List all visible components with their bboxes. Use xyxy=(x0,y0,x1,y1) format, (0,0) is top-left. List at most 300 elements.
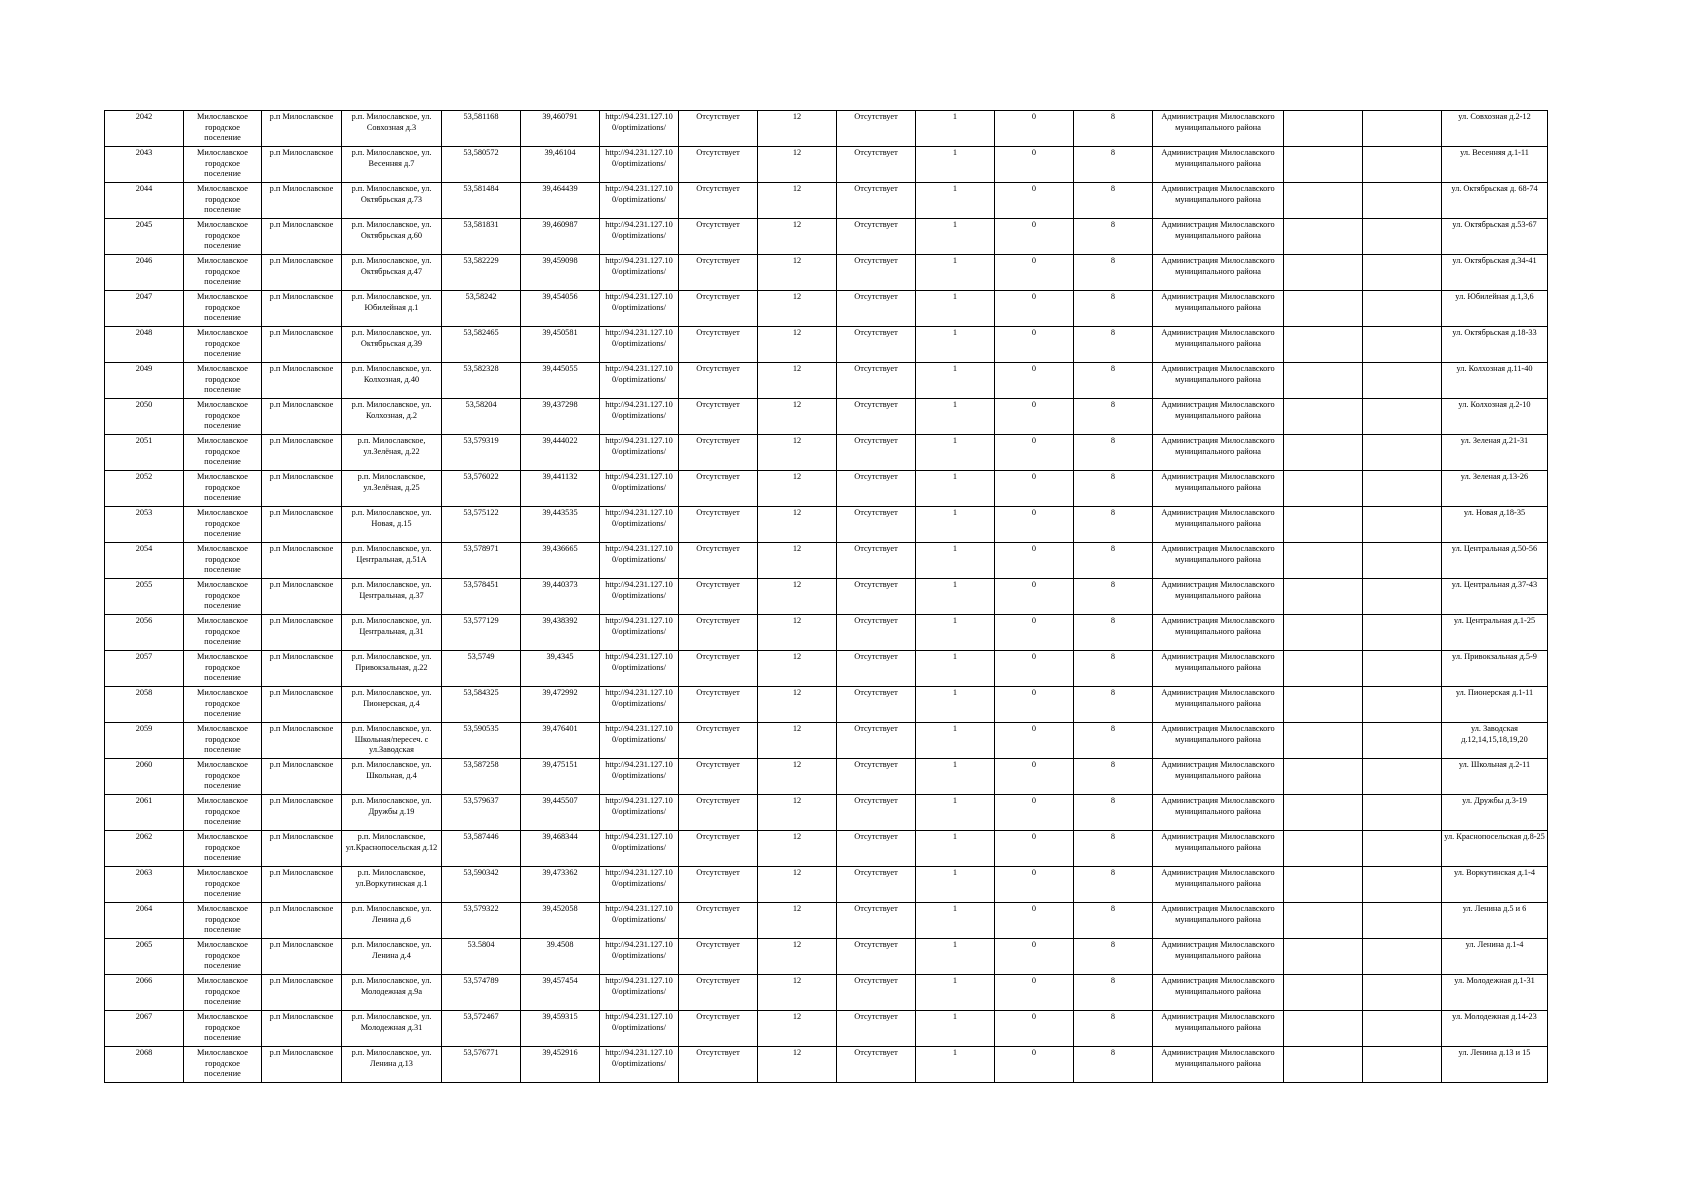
cell-12: 0 xyxy=(995,939,1074,975)
cell-12: 0 xyxy=(995,399,1074,435)
settlement-cell: Милославское городское поселение xyxy=(184,975,262,1011)
latitude-cell: 53,582229 xyxy=(442,255,521,291)
cell-12: 0 xyxy=(995,291,1074,327)
link-cell[interactable]: http://94.231.127.10 0/optimizations/ xyxy=(600,363,679,399)
settlement-cell: Милославское городское поселение xyxy=(184,1011,262,1047)
cell-13: 8 xyxy=(1074,327,1153,363)
organization-cell: Администрация Милославского муниципального района xyxy=(1153,291,1284,327)
locality-cell: р.п Милославское xyxy=(262,471,342,507)
settlement-cell: Милославское городское поселение xyxy=(184,543,262,579)
longitude-cell: 39,457454 xyxy=(521,975,600,1011)
address-cell: р.п. Милославское, ул.Краснопосельская д.12 xyxy=(342,831,442,867)
cell-15 xyxy=(1284,219,1363,255)
organization-cell: Администрация Милославского муниципального района xyxy=(1153,399,1284,435)
link-cell[interactable]: http://94.231.127.10 0/optimizations/ xyxy=(600,795,679,831)
cell-11: 1 xyxy=(916,903,995,939)
address-cell: р.п. Милославское, ул. Ленина д.6 xyxy=(342,903,442,939)
organization-cell: Администрация Милославского муниципального района xyxy=(1153,687,1284,723)
cell-13: 8 xyxy=(1074,435,1153,471)
cell-8: Отсутствует xyxy=(679,399,758,435)
cell-10: Отсутствует xyxy=(837,147,916,183)
cell-9: 12 xyxy=(758,1047,837,1083)
served-addresses-cell: ул. Совхозная д.2-12 xyxy=(1442,111,1548,147)
link-cell[interactable]: http://94.231.127.10 0/optimizations/ xyxy=(600,435,679,471)
row-number: 2052 xyxy=(105,471,184,507)
row-number: 2042 xyxy=(105,111,184,147)
cell-8: Отсутствует xyxy=(679,831,758,867)
cell-16 xyxy=(1363,975,1442,1011)
cell-9: 12 xyxy=(758,687,837,723)
settlement-cell: Милославское городское поселение xyxy=(184,507,262,543)
row-number: 2050 xyxy=(105,399,184,435)
latitude-cell: 53,587258 xyxy=(442,759,521,795)
organization-cell: Администрация Милославского муниципального района xyxy=(1153,831,1284,867)
cell-12: 0 xyxy=(995,1047,1074,1083)
latitude-cell: 53.5804 xyxy=(442,939,521,975)
link-cell[interactable]: http://94.231.127.10 0/optimizations/ xyxy=(600,867,679,903)
cell-10: Отсутствует xyxy=(837,363,916,399)
longitude-cell: 39,445507 xyxy=(521,795,600,831)
cell-10: Отсутствует xyxy=(837,1011,916,1047)
link-cell[interactable]: http://94.231.127.10 0/optimizations/ xyxy=(600,615,679,651)
organization-cell: Администрация Милославского муниципального района xyxy=(1153,147,1284,183)
settlement-cell: Милославское городское поселение xyxy=(184,579,262,615)
latitude-cell: 53,58242 xyxy=(442,291,521,327)
cell-16 xyxy=(1363,111,1442,147)
link-cell[interactable]: http://94.231.127.10 0/optimizations/ xyxy=(600,507,679,543)
settlement-cell: Милославское городское поселение xyxy=(184,795,262,831)
link-cell[interactable]: http://94.231.127.10 0/optimizations/ xyxy=(600,543,679,579)
cell-16 xyxy=(1363,183,1442,219)
organization-cell: Администрация Милославского муниципального района xyxy=(1153,111,1284,147)
cell-11: 1 xyxy=(916,543,995,579)
table-row xyxy=(105,651,1548,687)
locality-cell: р.п Милославское xyxy=(262,111,342,147)
cell-12: 0 xyxy=(995,183,1074,219)
address-cell: р.п. Милославское, ул. Школьная, д.4 xyxy=(342,759,442,795)
served-addresses-cell: ул. Пионерская д.1-11 xyxy=(1442,687,1548,723)
cell-13: 8 xyxy=(1074,183,1153,219)
address-cell: р.п. Милославское, ул. Центральная, д.31 xyxy=(342,615,442,651)
served-addresses-cell: ул. Зеленая д.21-31 xyxy=(1442,435,1548,471)
row-number: 2061 xyxy=(105,795,184,831)
locality-cell: р.п Милославское xyxy=(262,219,342,255)
served-addresses-cell: ул. Краснопосельская д.8-25 xyxy=(1442,831,1548,867)
cell-15 xyxy=(1284,111,1363,147)
cell-10: Отсутствует xyxy=(837,903,916,939)
longitude-cell: 39,440373 xyxy=(521,579,600,615)
longitude-cell: 39,460791 xyxy=(521,111,600,147)
cell-16 xyxy=(1363,399,1442,435)
cell-12: 0 xyxy=(995,975,1074,1011)
served-addresses-cell: ул. Октябрьская д.53-67 xyxy=(1442,219,1548,255)
cell-11: 1 xyxy=(916,255,995,291)
cell-10: Отсутствует xyxy=(837,507,916,543)
cell-9: 12 xyxy=(758,543,837,579)
cell-9: 12 xyxy=(758,579,837,615)
longitude-cell: 39,437298 xyxy=(521,399,600,435)
cell-10: Отсутствует xyxy=(837,111,916,147)
cell-12: 0 xyxy=(995,795,1074,831)
cell-13: 8 xyxy=(1074,111,1153,147)
address-cell: р.п. Милославское, ул. Весенняя д.7 xyxy=(342,147,442,183)
table-row xyxy=(105,759,1548,795)
cell-13: 8 xyxy=(1074,795,1153,831)
table-row xyxy=(105,903,1548,939)
cell-8: Отсутствует xyxy=(679,219,758,255)
served-addresses-cell: ул. Ленина д.13 и 15 xyxy=(1442,1047,1548,1083)
table-row xyxy=(105,507,1548,543)
table-row xyxy=(105,939,1548,975)
cell-16 xyxy=(1363,615,1442,651)
locality-cell: р.п Милославское xyxy=(262,147,342,183)
table-row xyxy=(105,867,1548,903)
cell-15 xyxy=(1284,1047,1363,1083)
link-cell[interactable]: http://94.231.127.10 0/optimizations/ xyxy=(600,327,679,363)
table-row xyxy=(105,1011,1548,1047)
cell-9: 12 xyxy=(758,219,837,255)
cell-15 xyxy=(1284,183,1363,219)
served-addresses-cell: ул. Молодежная д.14-23 xyxy=(1442,1011,1548,1047)
cell-11: 1 xyxy=(916,579,995,615)
latitude-cell: 53,578971 xyxy=(442,543,521,579)
link-cell[interactable]: http://94.231.127.10 0/optimizations/ xyxy=(600,939,679,975)
link-cell[interactable]: http://94.231.127.10 0/optimizations/ xyxy=(600,147,679,183)
organization-cell: Администрация Милославского муниципального района xyxy=(1153,975,1284,1011)
locality-cell: р.п Милославское xyxy=(262,183,342,219)
locality-cell: р.п Милославское xyxy=(262,975,342,1011)
cell-12: 0 xyxy=(995,147,1074,183)
address-cell: р.п. Милославское, ул. Новая, д.15 xyxy=(342,507,442,543)
link-cell[interactable]: http://94.231.127.10 0/optimizations/ xyxy=(600,759,679,795)
latitude-cell: 53,581831 xyxy=(442,219,521,255)
cell-11: 1 xyxy=(916,291,995,327)
cell-13: 8 xyxy=(1074,615,1153,651)
latitude-cell: 53,590342 xyxy=(442,867,521,903)
address-cell: р.п. Милославское, ул. Колхозная, д.40 xyxy=(342,363,442,399)
cell-16 xyxy=(1363,831,1442,867)
table-row xyxy=(105,795,1548,831)
link-cell[interactable]: http://94.231.127.10 0/optimizations/ xyxy=(600,831,679,867)
row-number: 2051 xyxy=(105,435,184,471)
cell-9: 12 xyxy=(758,1011,837,1047)
row-number: 2057 xyxy=(105,651,184,687)
locality-cell: р.п Милославское xyxy=(262,327,342,363)
address-cell: р.п. Милославское, ул. Октябрьская д.47 xyxy=(342,255,442,291)
cell-12: 0 xyxy=(995,507,1074,543)
locality-cell: р.п Милославское xyxy=(262,255,342,291)
cell-8: Отсутствует xyxy=(679,867,758,903)
cell-8: Отсутствует xyxy=(679,1011,758,1047)
organization-cell: Администрация Милославского муниципального района xyxy=(1153,903,1284,939)
locality-cell: р.п Милославское xyxy=(262,543,342,579)
cell-10: Отсутствует xyxy=(837,687,916,723)
settlement-cell: Милославское городское поселение xyxy=(184,615,262,651)
cell-16 xyxy=(1363,291,1442,327)
served-addresses-cell: ул. Ленина д.1-4 xyxy=(1442,939,1548,975)
table-row xyxy=(105,579,1548,615)
cell-13: 8 xyxy=(1074,759,1153,795)
cell-8: Отсутствует xyxy=(679,543,758,579)
link-cell[interactable]: http://94.231.127.10 0/optimizations/ xyxy=(600,1011,679,1047)
cell-12: 0 xyxy=(995,723,1074,759)
cell-10: Отсутствует xyxy=(837,615,916,651)
organization-cell: Администрация Милославского муниципального района xyxy=(1153,543,1284,579)
cell-16 xyxy=(1363,219,1442,255)
cell-11: 1 xyxy=(916,471,995,507)
row-number: 2059 xyxy=(105,723,184,759)
served-addresses-cell: ул. Школьная д.2-11 xyxy=(1442,759,1548,795)
cell-8: Отсутствует xyxy=(679,363,758,399)
address-cell: р.п. Милославское, ул. Ленина д.4 xyxy=(342,939,442,975)
address-cell: р.п. Милославское, ул.Зелёная, д.25 xyxy=(342,471,442,507)
cell-13: 8 xyxy=(1074,1047,1153,1083)
locality-cell: р.п Милославское xyxy=(262,687,342,723)
cell-15 xyxy=(1284,543,1363,579)
cell-8: Отсутствует xyxy=(679,939,758,975)
address-cell: р.п. Милославское, ул.Воркутинская д.1 xyxy=(342,867,442,903)
cell-8: Отсутствует xyxy=(679,615,758,651)
cell-10: Отсутствует xyxy=(837,1047,916,1083)
cell-9: 12 xyxy=(758,147,837,183)
locality-cell: р.п Милославское xyxy=(262,507,342,543)
link-cell[interactable]: http://94.231.127.10 0/optimizations/ xyxy=(600,1047,679,1083)
served-addresses-cell: ул. Дружбы д.3-19 xyxy=(1442,795,1548,831)
cell-8: Отсутствует xyxy=(679,579,758,615)
settlement-cell: Милославское городское поселение xyxy=(184,759,262,795)
locality-cell: р.п Милославское xyxy=(262,1047,342,1083)
cell-10: Отсутствует xyxy=(837,867,916,903)
link-cell[interactable]: http://94.231.127.10 0/optimizations/ xyxy=(600,255,679,291)
link-cell[interactable]: http://94.231.127.10 0/optimizations/ xyxy=(600,975,679,1011)
organization-cell: Администрация Милославского муниципального района xyxy=(1153,219,1284,255)
cell-15 xyxy=(1284,615,1363,651)
cell-10: Отсутствует xyxy=(837,219,916,255)
longitude-cell: 39,444022 xyxy=(521,435,600,471)
table-row xyxy=(105,111,1548,147)
row-number: 2043 xyxy=(105,147,184,183)
served-addresses-cell: ул. Центральная д.50-56 xyxy=(1442,543,1548,579)
served-addresses-cell: ул. Центральная д.37-43 xyxy=(1442,579,1548,615)
settlement-cell: Милославское городское поселение xyxy=(184,687,262,723)
cell-11: 1 xyxy=(916,363,995,399)
link-cell[interactable]: http://94.231.127.10 0/optimizations/ xyxy=(600,723,679,759)
cell-9: 12 xyxy=(758,435,837,471)
cell-13: 8 xyxy=(1074,471,1153,507)
cell-10: Отсутствует xyxy=(837,651,916,687)
cell-8: Отсутствует xyxy=(679,903,758,939)
cell-16 xyxy=(1363,471,1442,507)
table-row xyxy=(105,363,1548,399)
cell-9: 12 xyxy=(758,795,837,831)
cell-10: Отсутствует xyxy=(837,831,916,867)
served-addresses-cell: ул. Воркутинская д.1-4 xyxy=(1442,867,1548,903)
cell-10: Отсутствует xyxy=(837,291,916,327)
cell-15 xyxy=(1284,939,1363,975)
cell-12: 0 xyxy=(995,363,1074,399)
settlement-cell: Милославское городское поселение xyxy=(184,1047,262,1083)
row-number: 2048 xyxy=(105,327,184,363)
cell-9: 12 xyxy=(758,327,837,363)
settlement-cell: Милославское городское поселение xyxy=(184,363,262,399)
organization-cell: Администрация Милославского муниципального района xyxy=(1153,1011,1284,1047)
settlement-cell: Милославское городское поселение xyxy=(184,831,262,867)
cell-8: Отсутствует xyxy=(679,291,758,327)
cell-15 xyxy=(1284,795,1363,831)
cell-13: 8 xyxy=(1074,939,1153,975)
link-cell[interactable]: http://94.231.127.10 0/optimizations/ xyxy=(600,183,679,219)
organization-cell: Администрация Милославского муниципального района xyxy=(1153,795,1284,831)
row-number: 2066 xyxy=(105,975,184,1011)
cell-10: Отсутствует xyxy=(837,939,916,975)
row-number: 2055 xyxy=(105,579,184,615)
link-cell[interactable]: http://94.231.127.10 0/optimizations/ xyxy=(600,291,679,327)
latitude-cell: 53,582465 xyxy=(442,327,521,363)
table-row xyxy=(105,687,1548,723)
address-cell: р.п. Милославское, ул. Колхозная, д.2 xyxy=(342,399,442,435)
organization-cell: Администрация Милославского муниципального района xyxy=(1153,579,1284,615)
address-cell: р.п. Милославское, ул. Школьная/пересеч. с ул.Заводская xyxy=(342,723,442,759)
cell-9: 12 xyxy=(758,615,837,651)
link-cell[interactable]: http://94.231.127.10 0/optimizations/ xyxy=(600,471,679,507)
row-number: 2047 xyxy=(105,291,184,327)
cell-11: 1 xyxy=(916,1047,995,1083)
cell-10: Отсутствует xyxy=(837,399,916,435)
cell-13: 8 xyxy=(1074,687,1153,723)
row-number: 2064 xyxy=(105,903,184,939)
locality-cell: р.п Милославское xyxy=(262,363,342,399)
link-cell[interactable]: http://94.231.127.10 0/optimizations/ xyxy=(600,579,679,615)
longitude-cell: 39,472992 xyxy=(521,687,600,723)
address-cell: р.п. Милославское, ул. Центральная, д.51А xyxy=(342,543,442,579)
cell-13: 8 xyxy=(1074,255,1153,291)
cell-8: Отсутствует xyxy=(679,1047,758,1083)
cell-16 xyxy=(1363,687,1442,723)
served-addresses-cell: ул. Октябрьская д. 68-74 xyxy=(1442,183,1548,219)
row-number: 2049 xyxy=(105,363,184,399)
locality-cell: р.п Милославское xyxy=(262,831,342,867)
table-row xyxy=(105,471,1548,507)
row-number: 2044 xyxy=(105,183,184,219)
cell-15 xyxy=(1284,759,1363,795)
latitude-cell: 53,582328 xyxy=(442,363,521,399)
cell-8: Отсутствует xyxy=(679,111,758,147)
settlement-cell: Милославское городское поселение xyxy=(184,219,262,255)
cell-16 xyxy=(1363,507,1442,543)
row-number: 2045 xyxy=(105,219,184,255)
cell-15 xyxy=(1284,867,1363,903)
settlement-cell: Милославское городское поселение xyxy=(184,399,262,435)
cell-12: 0 xyxy=(995,1011,1074,1047)
cell-9: 12 xyxy=(758,183,837,219)
organization-cell: Администрация Милославского муниципального района xyxy=(1153,507,1284,543)
longitude-cell: 39,436665 xyxy=(521,543,600,579)
cell-12: 0 xyxy=(995,831,1074,867)
latitude-cell: 53,5749 xyxy=(442,651,521,687)
cell-8: Отсутствует xyxy=(679,975,758,1011)
table-row xyxy=(105,255,1548,291)
link-cell[interactable]: http://94.231.127.10 0/optimizations/ xyxy=(600,111,679,147)
link-cell[interactable]: http://94.231.127.10 0/optimizations/ xyxy=(600,903,679,939)
settlement-cell: Милославское городское поселение xyxy=(184,327,262,363)
cell-8: Отсутствует xyxy=(679,795,758,831)
link-cell[interactable]: http://94.231.127.10 0/optimizations/ xyxy=(600,651,679,687)
organization-cell: Администрация Милославского муниципального района xyxy=(1153,723,1284,759)
cell-16 xyxy=(1363,759,1442,795)
settlement-cell: Милославское городское поселение xyxy=(184,291,262,327)
settlement-cell: Милославское городское поселение xyxy=(184,867,262,903)
cell-10: Отсутствует xyxy=(837,759,916,795)
table-row xyxy=(105,1047,1548,1083)
table-row xyxy=(105,147,1548,183)
locality-cell: р.п Милославское xyxy=(262,579,342,615)
link-cell[interactable]: http://94.231.127.10 0/optimizations/ xyxy=(600,399,679,435)
longitude-cell: 39,4345 xyxy=(521,651,600,687)
locality-cell: р.п Милославское xyxy=(262,291,342,327)
locality-cell: р.п Милославское xyxy=(262,795,342,831)
latitude-cell: 53,577129 xyxy=(442,615,521,651)
cell-16 xyxy=(1363,1047,1442,1083)
longitude-cell: 39,464439 xyxy=(521,183,600,219)
cell-16 xyxy=(1363,255,1442,291)
settlement-cell: Милославское городское поселение xyxy=(184,255,262,291)
longitude-cell: 39,476401 xyxy=(521,723,600,759)
row-number: 2062 xyxy=(105,831,184,867)
longitude-cell: 39,450581 xyxy=(521,327,600,363)
locality-cell: р.п Милославское xyxy=(262,399,342,435)
latitude-cell: 53,574789 xyxy=(442,975,521,1011)
longitude-cell: 39,473362 xyxy=(521,867,600,903)
address-cell: р.п. Милославское, ул. Пионерская, д.4 xyxy=(342,687,442,723)
cell-11: 1 xyxy=(916,651,995,687)
latitude-cell: 53,575122 xyxy=(442,507,521,543)
locality-cell: р.п Милославское xyxy=(262,723,342,759)
cell-16 xyxy=(1363,939,1442,975)
latitude-cell: 53,576771 xyxy=(442,1047,521,1083)
cell-13: 8 xyxy=(1074,543,1153,579)
served-addresses-cell: ул. Молодежная д.1-31 xyxy=(1442,975,1548,1011)
cell-15 xyxy=(1284,399,1363,435)
cell-8: Отсутствует xyxy=(679,183,758,219)
longitude-cell: 39,468344 xyxy=(521,831,600,867)
cell-13: 8 xyxy=(1074,975,1153,1011)
cell-9: 12 xyxy=(758,291,837,327)
cell-12: 0 xyxy=(995,579,1074,615)
cell-12: 0 xyxy=(995,651,1074,687)
longitude-cell: 39,443535 xyxy=(521,507,600,543)
link-cell[interactable]: http://94.231.127.10 0/optimizations/ xyxy=(600,687,679,723)
organization-cell: Администрация Милославского муниципального района xyxy=(1153,363,1284,399)
settlement-cell: Милославское городское поселение xyxy=(184,183,262,219)
address-cell: р.п. Милославское, ул. Дружбы д.19 xyxy=(342,795,442,831)
link-cell[interactable]: http://94.231.127.10 0/optimizations/ xyxy=(600,219,679,255)
table-body xyxy=(105,111,1548,1083)
longitude-cell: 39,452916 xyxy=(521,1047,600,1083)
longitude-cell: 39,452058 xyxy=(521,903,600,939)
cell-10: Отсутствует xyxy=(837,543,916,579)
cell-15 xyxy=(1284,291,1363,327)
cell-11: 1 xyxy=(916,1011,995,1047)
settlement-cell: Милославское городское поселение xyxy=(184,903,262,939)
table-row xyxy=(105,615,1548,651)
table-row xyxy=(105,399,1548,435)
address-cell: р.п. Милославское, ул. Октябрьская д.73 xyxy=(342,183,442,219)
longitude-cell: 39,46104 xyxy=(521,147,600,183)
cell-11: 1 xyxy=(916,795,995,831)
address-cell: р.п. Милославское, ул. Молодежная д.9а xyxy=(342,975,442,1011)
latitude-cell: 53,587446 xyxy=(442,831,521,867)
cell-15 xyxy=(1284,255,1363,291)
